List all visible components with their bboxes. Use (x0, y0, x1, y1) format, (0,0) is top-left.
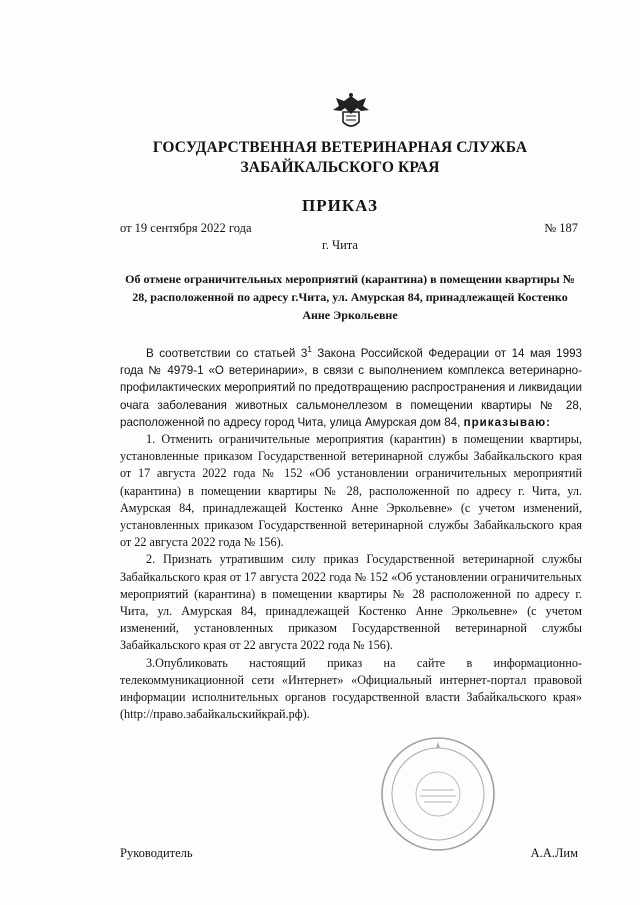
agency-line-2: ЗАБАЙКАЛЬСКОГО КРАЯ (240, 159, 440, 176)
item-2-paragraph: 2. Признать утратившим силу приказ Государственной ветеринарной службы Забайкальского края от 17 августа 2022 года № 152 «Об установлении ограничительных мероприятий (карантина) в помещении квартиры № 28 расположенной по адресу г. Чита, ул. Амурская 84, принадлежащей Костенко Анне Эркольевне» (с учетом изменений, установленных приказом Государственной ветеринарной службы Забайкальского края от 22 августа 2022 года № 156). (120, 552, 582, 653)
order-keyword: приказываю: (463, 415, 552, 429)
order-number: № 187 (544, 221, 578, 235)
order-date: от 19 сентября 2022 года (120, 221, 252, 235)
order-city: г. Чита (322, 238, 358, 252)
order-subject: Об отмене ограничительных мероприятий (карантина) в помещении квартиры № 28, расположенной по адресу г.Чита, ул. Амурская 84, принадлежащей Костенко Анне Эркольевне (125, 272, 575, 322)
signer-title: Руководитель (120, 846, 193, 860)
agency-name (60, 138, 620, 178)
official-seal-icon (378, 734, 498, 854)
order-body (120, 345, 582, 723)
item-1-paragraph: 1. Отменить ограничительные мероприятия (карантин) в помещении квартиры, установленные приказом Государственной ветеринарной службы Забайкальского края от 17 августа 2022 года № 152 «Об установлении ограничительных мероприятий (карантина) в помещении квартиры № 28, расположенной по адресу г. Чита, ул. Амурская 84, принадлежащей Костенко Анне Эркольевне» (с учетом изменений, установленных приказом Государственной ветеринарной службы Забайкальского края от 22 августа 2022 года № 156). (120, 432, 582, 550)
preamble-paragraph (120, 345, 582, 431)
coat-of-arms-icon (330, 92, 372, 132)
order-title: ПРИКАЗ (302, 196, 378, 215)
preamble-text-a: В соответствии со статьей 3 (146, 347, 308, 360)
signer-name: А.А.Лим (530, 846, 578, 860)
preamble-superscript: 1 (307, 345, 312, 355)
item-3-paragraph: 3.Опубликовать настоящий приказ на сайте в информационно-телекоммуникационной сети «Интернет» «Официальный интернет-портал правовой информации исполнительных органов государственной власти Забайкальского края» (http://право.забайкальскийкрай.рф). (120, 655, 582, 722)
preamble-text-b: Закона Российской Федерации от 14 мая 1993 года № 4979-1 «О ветеринарии», в связи с выполнением комплекса ветеринарно-профилактических мероприятий по предотвращению распространения и ликвидации очага заболевания животных сальмонеллезом в помещении квартиры № 28, расположенной по адресу город Чита, улица Амурская дом 84, (120, 347, 582, 429)
agency-line-1: ГОСУДАРСТВЕННАЯ ВЕТЕРИНАРНАЯ СЛУЖБА (152, 139, 528, 156)
